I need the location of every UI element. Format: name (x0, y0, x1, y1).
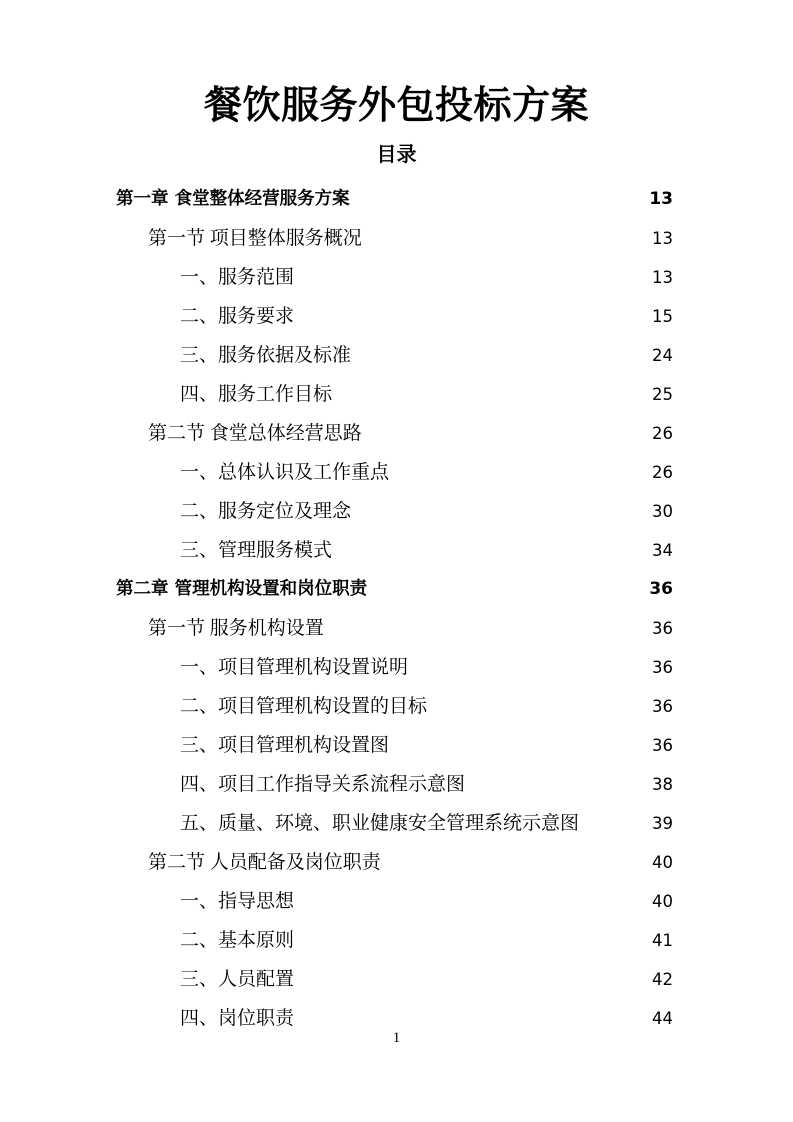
toc-entry-label: 第一章 食堂整体经营服务方案 (116, 189, 350, 209)
toc-entry-label: 第二节 人员配备及岗位职责 (148, 852, 381, 873)
footer-page-number: 1 (392, 1030, 401, 1046)
toc-entry[interactable] (180, 297, 673, 336)
toc-entry-page-number: 36 (652, 658, 673, 677)
toc-entry-label: 一、总体认识及工作重点 (180, 462, 390, 483)
toc-dot-leader (367, 577, 644, 595)
toc-entry-page-number: 24 (652, 346, 673, 365)
toc-entry-page-number: 13 (652, 229, 673, 248)
toc-entry[interactable] (180, 648, 673, 687)
toc-entry-page-number: 26 (652, 424, 673, 443)
toc-entry-page-number: 36 (649, 579, 673, 599)
toc-entry[interactable] (180, 960, 673, 999)
toc-entry[interactable] (180, 765, 673, 804)
toc-entry-page-number: 36 (652, 619, 673, 638)
toc-entry-label: 四、岗位职责 (180, 1008, 295, 1029)
toc-entry-page-number: 34 (652, 541, 673, 560)
toc-entry-page-number: 40 (652, 892, 673, 911)
toc-entry-page-number: 40 (652, 853, 673, 872)
toc-entry[interactable] (180, 921, 673, 960)
toc-entry-label: 三、管理服务模式 (180, 540, 333, 561)
toc-entry[interactable] (148, 609, 673, 648)
toc-entry-label: 第二章 管理机构设置和岗位职责 (116, 579, 368, 599)
toc-entry-page-number: 39 (652, 814, 673, 833)
toc-entry[interactable] (116, 570, 673, 609)
toc-entry[interactable] (180, 726, 673, 765)
toc-entry[interactable] (148, 414, 673, 453)
toc-entry-page-number: 26 (652, 463, 673, 482)
toc-entry-label: 二、服务定位及理念 (180, 501, 352, 522)
toc-dot-leader (381, 849, 652, 868)
toc-entry-label: 第一节 服务机构设置 (148, 618, 324, 639)
toc-entry-page-number: 30 (652, 502, 673, 521)
toc-dot-leader (389, 732, 652, 751)
toc-dot-leader (294, 966, 647, 985)
toc-dot-leader (332, 537, 652, 556)
toc-entry-page-number: 13 (649, 189, 673, 209)
table-of-contents-heading: 目录 (376, 142, 417, 166)
toc-entry-label: 一、服务范围 (180, 267, 295, 288)
toc-entry-page-number: 41 (652, 931, 673, 950)
toc-entry[interactable] (180, 531, 673, 570)
toc-dot-leader (362, 225, 652, 244)
toc-dot-leader (294, 927, 647, 946)
toc-entry-page-number: 44 (652, 1009, 673, 1028)
table-of-contents (116, 180, 673, 1038)
toc-entry-label: 一、项目管理机构设置说明 (180, 657, 409, 678)
toc-entry-page-number: 36 (652, 697, 673, 716)
toc-entry[interactable] (180, 687, 673, 726)
toc-entry[interactable] (116, 180, 673, 219)
toc-entry-label: 二、服务要求 (180, 306, 295, 327)
toc-dot-leader (351, 342, 647, 361)
toc-entry-page-number: 15 (652, 307, 673, 326)
toc-entry-page-number: 42 (652, 970, 673, 989)
toc-entry-label: 二、项目管理机构设置的目标 (180, 696, 428, 717)
toc-entry-page-number: 36 (652, 736, 673, 755)
toc-dot-leader (324, 615, 652, 634)
toc-dot-leader (362, 420, 652, 439)
toc-dot-leader (294, 303, 647, 322)
toc-dot-leader (294, 888, 647, 907)
page-title: 餐饮服务外包投标方案 (203, 83, 589, 127)
toc-dot-leader (389, 459, 652, 478)
toc-entry-label: 第二节 食堂总体经营思路 (148, 423, 362, 444)
toc-entry-label: 四、服务工作目标 (180, 384, 333, 405)
toc-entry-label: 五、质量、环境、职业健康安全管理系统示意图 (180, 813, 580, 834)
toc-entry-page-number: 38 (652, 775, 673, 794)
toc-entry-label: 一、指导思想 (180, 891, 295, 912)
toc-entry-label: 第一节 项目整体服务概况 (148, 228, 362, 249)
toc-entry[interactable] (180, 453, 673, 492)
toc-entry-label: 三、服务依据及标准 (180, 345, 352, 366)
toc-entry[interactable] (148, 843, 673, 882)
toc-dot-leader (408, 654, 647, 673)
toc-entry-label: 四、项目工作指导关系流程示意图 (180, 774, 466, 795)
toc-dot-leader (294, 1005, 647, 1024)
toc-entry-page-number: 13 (652, 268, 673, 287)
toc-entry-label: 三、项目管理机构设置图 (180, 735, 390, 756)
toc-entry[interactable] (148, 219, 673, 258)
toc-dot-leader (579, 810, 652, 829)
toc-entry-page-number: 25 (652, 385, 673, 404)
toc-entry[interactable] (180, 258, 673, 297)
toc-entry[interactable] (180, 804, 673, 843)
toc-dot-leader (465, 771, 652, 790)
toc-entry[interactable] (180, 882, 673, 921)
toc-entry[interactable] (180, 492, 673, 531)
toc-dot-leader (294, 264, 647, 283)
toc-entry-label: 二、基本原则 (180, 930, 295, 951)
toc-dot-leader (350, 187, 650, 205)
toc-entry[interactable] (180, 336, 673, 375)
toc-dot-leader (332, 381, 652, 400)
toc-entry[interactable] (180, 375, 673, 414)
toc-entry-label: 三、人员配置 (180, 969, 295, 990)
toc-dot-leader (427, 693, 647, 712)
toc-dot-leader (351, 498, 647, 517)
